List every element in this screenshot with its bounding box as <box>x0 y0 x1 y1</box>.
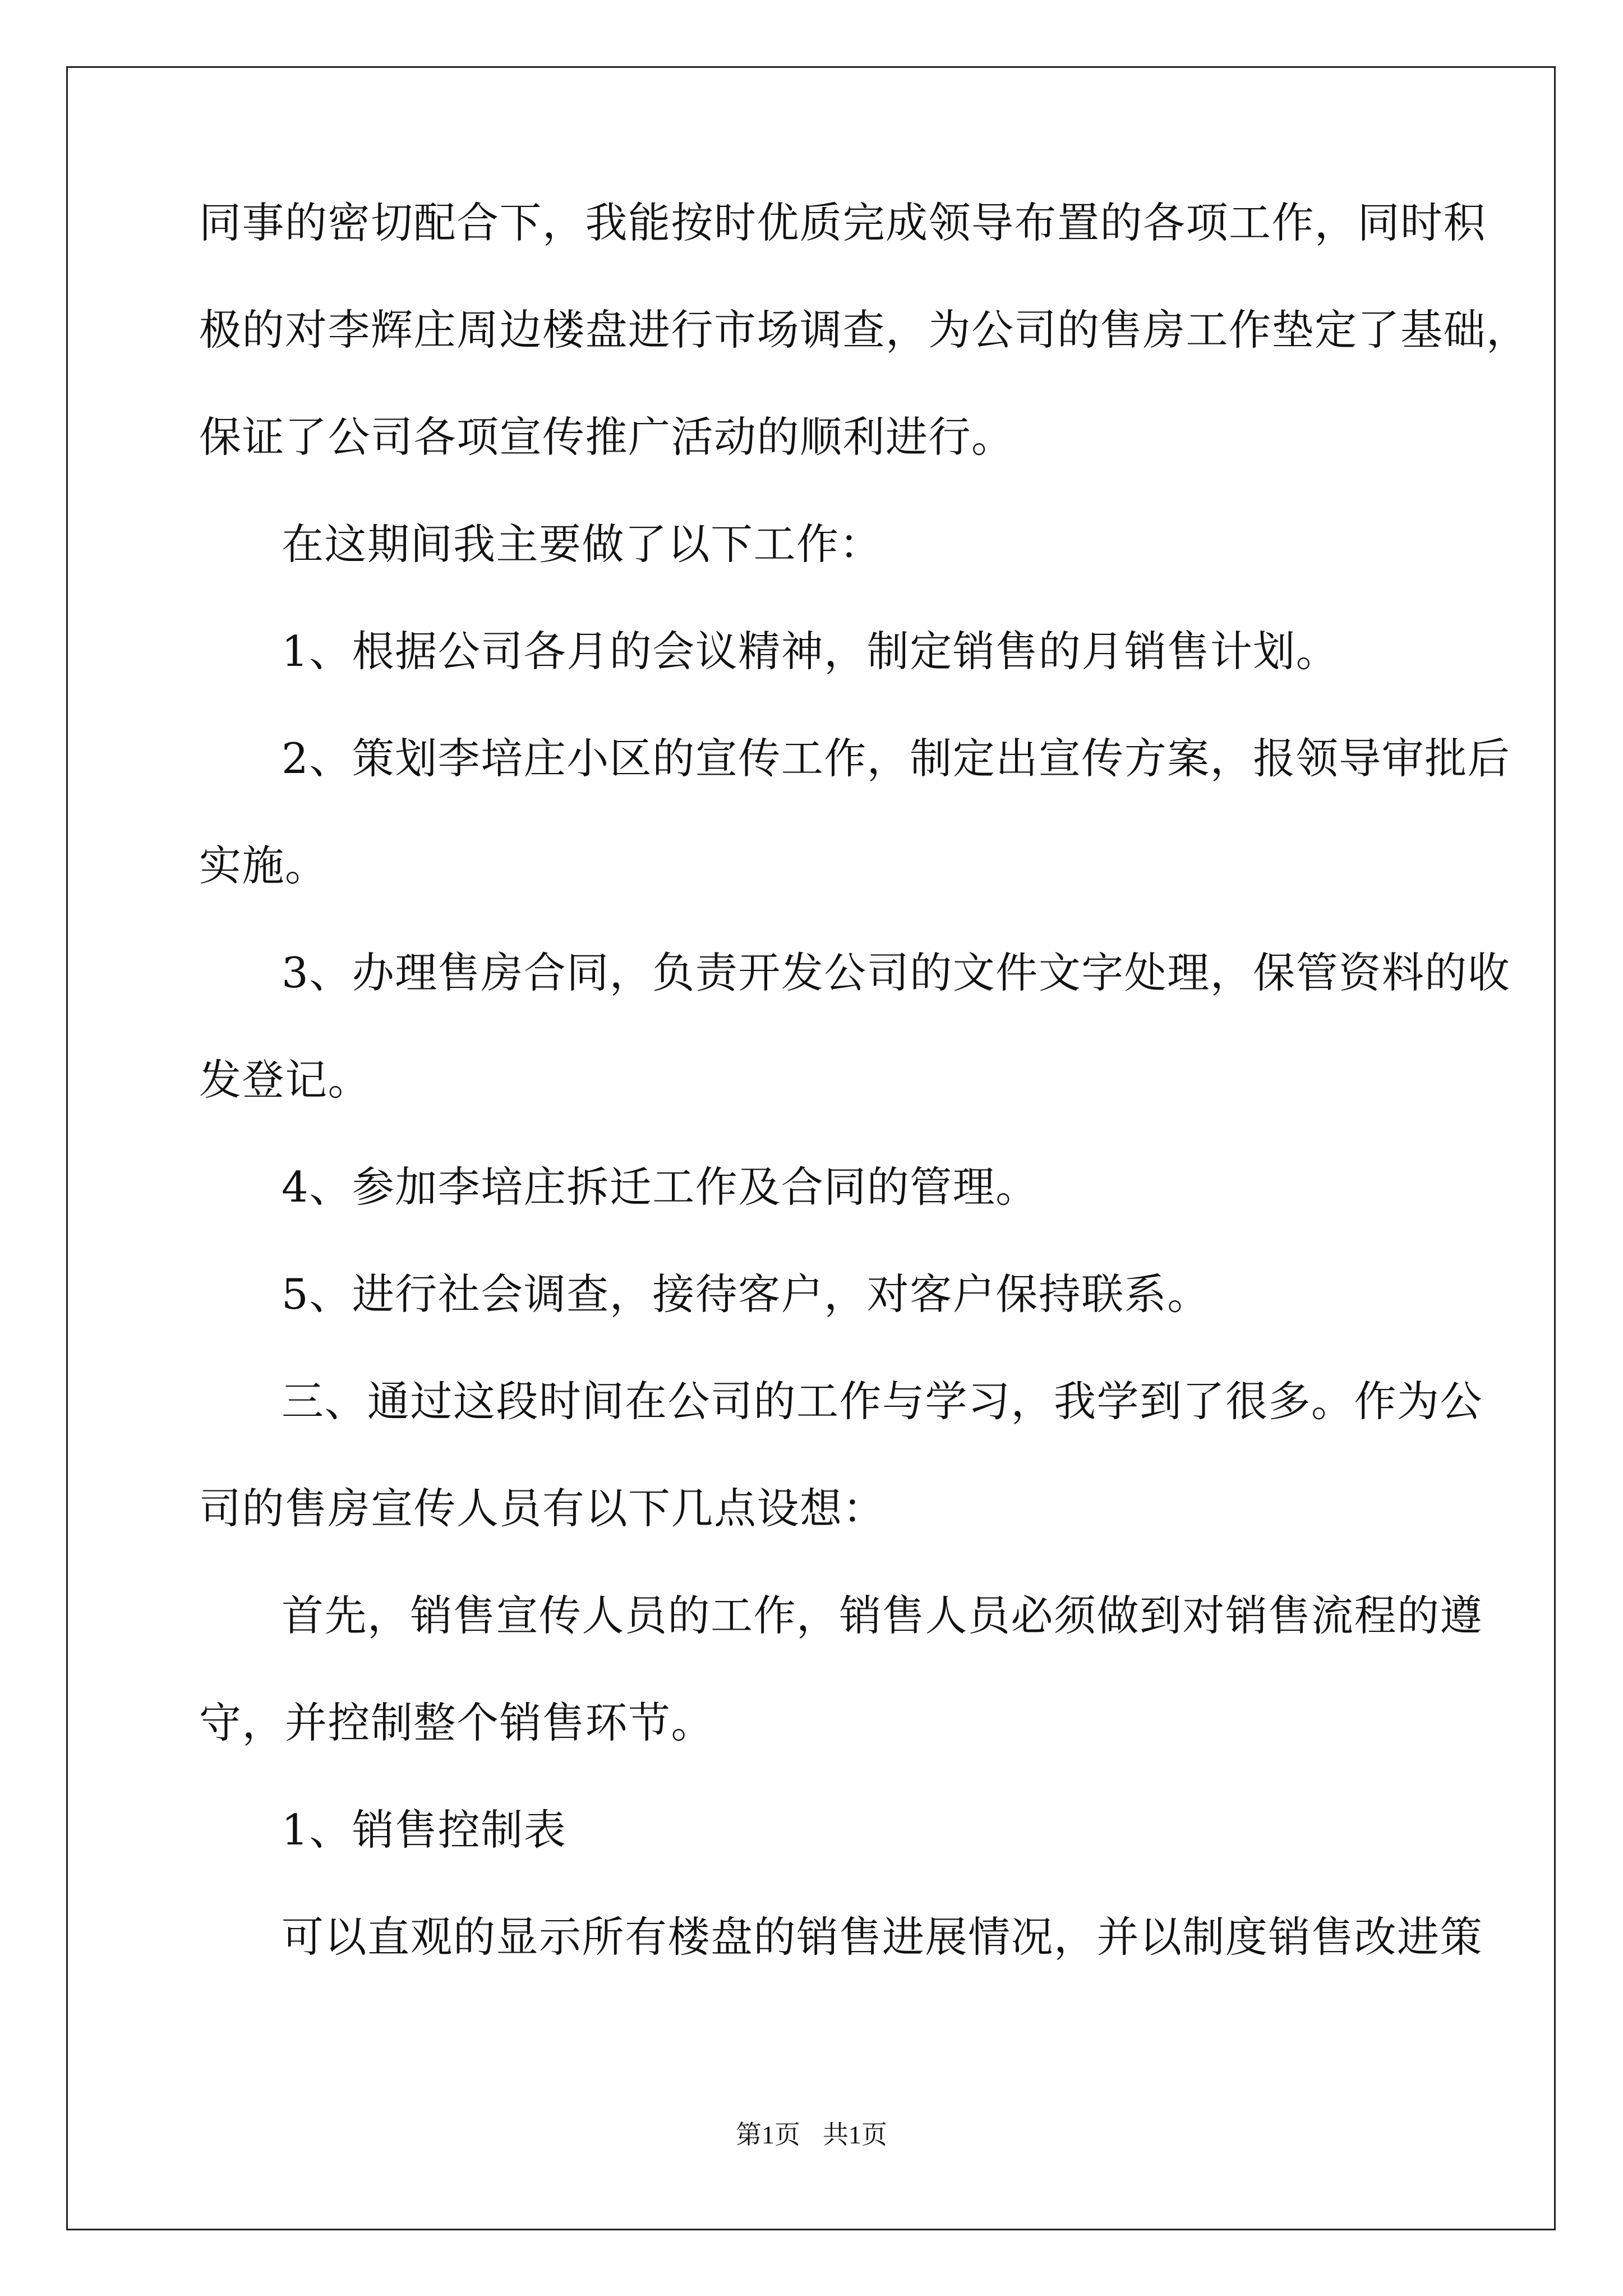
text-line: 极的对李辉庄周边楼盘进行市场调查，为公司的售房工作垫定了基础， <box>199 305 1529 355</box>
text-line: 同事的密切配合下，我能按时优质完成领导布置的各项工作，同时积 <box>199 198 1487 247</box>
text-line: 1、根据公司各月的会议精神，制定销售的月销售计划。 <box>282 627 1339 676</box>
page-number: 第1页 <box>736 2120 800 2149</box>
text-line: 3、办理售房合同，负责开发公司的文件文字处理，保管资料的收 <box>282 948 1511 997</box>
text-line: 首先，销售宣传人员的工作，销售人员必须做到对销售流程的遵 <box>282 1591 1483 1640</box>
text-line: 实施。 <box>199 841 328 890</box>
text-line: 司的售房宣传人员有以下几点设想： <box>199 1484 886 1533</box>
text-line: 5、进行社会调查，接待客户，对客户保持联系。 <box>282 1269 1210 1319</box>
text-line: 发登记。 <box>199 1055 371 1105</box>
text-line: 在这期间我主要做了以下工作： <box>282 519 883 569</box>
text-line: 1、销售控制表 <box>282 1805 567 1855</box>
text-line: 2、策划李培庄小区的宣传工作，制定出宣传方案，报领导审批后 <box>282 734 1511 783</box>
text-line: 可以直观的显示所有楼盘的销售进展情况，并以制度销售改进策 <box>282 1912 1483 1962</box>
text-line: 三、通过这段时间在公司的工作与学习，我学到了很多。作为公 <box>282 1377 1483 1426</box>
document-body <box>199 198 1529 2023</box>
page-total: 共1页 <box>823 2120 887 2149</box>
text-line: 保证了公司各项宣传推广活动的顺利进行。 <box>199 412 1015 462</box>
page-footer <box>0 2122 1623 2148</box>
text-line: 4、参加李培庄拆迁工作及合同的管理。 <box>282 1162 1039 1212</box>
text-line: 守，并控制整个销售环节。 <box>199 1698 714 1747</box>
